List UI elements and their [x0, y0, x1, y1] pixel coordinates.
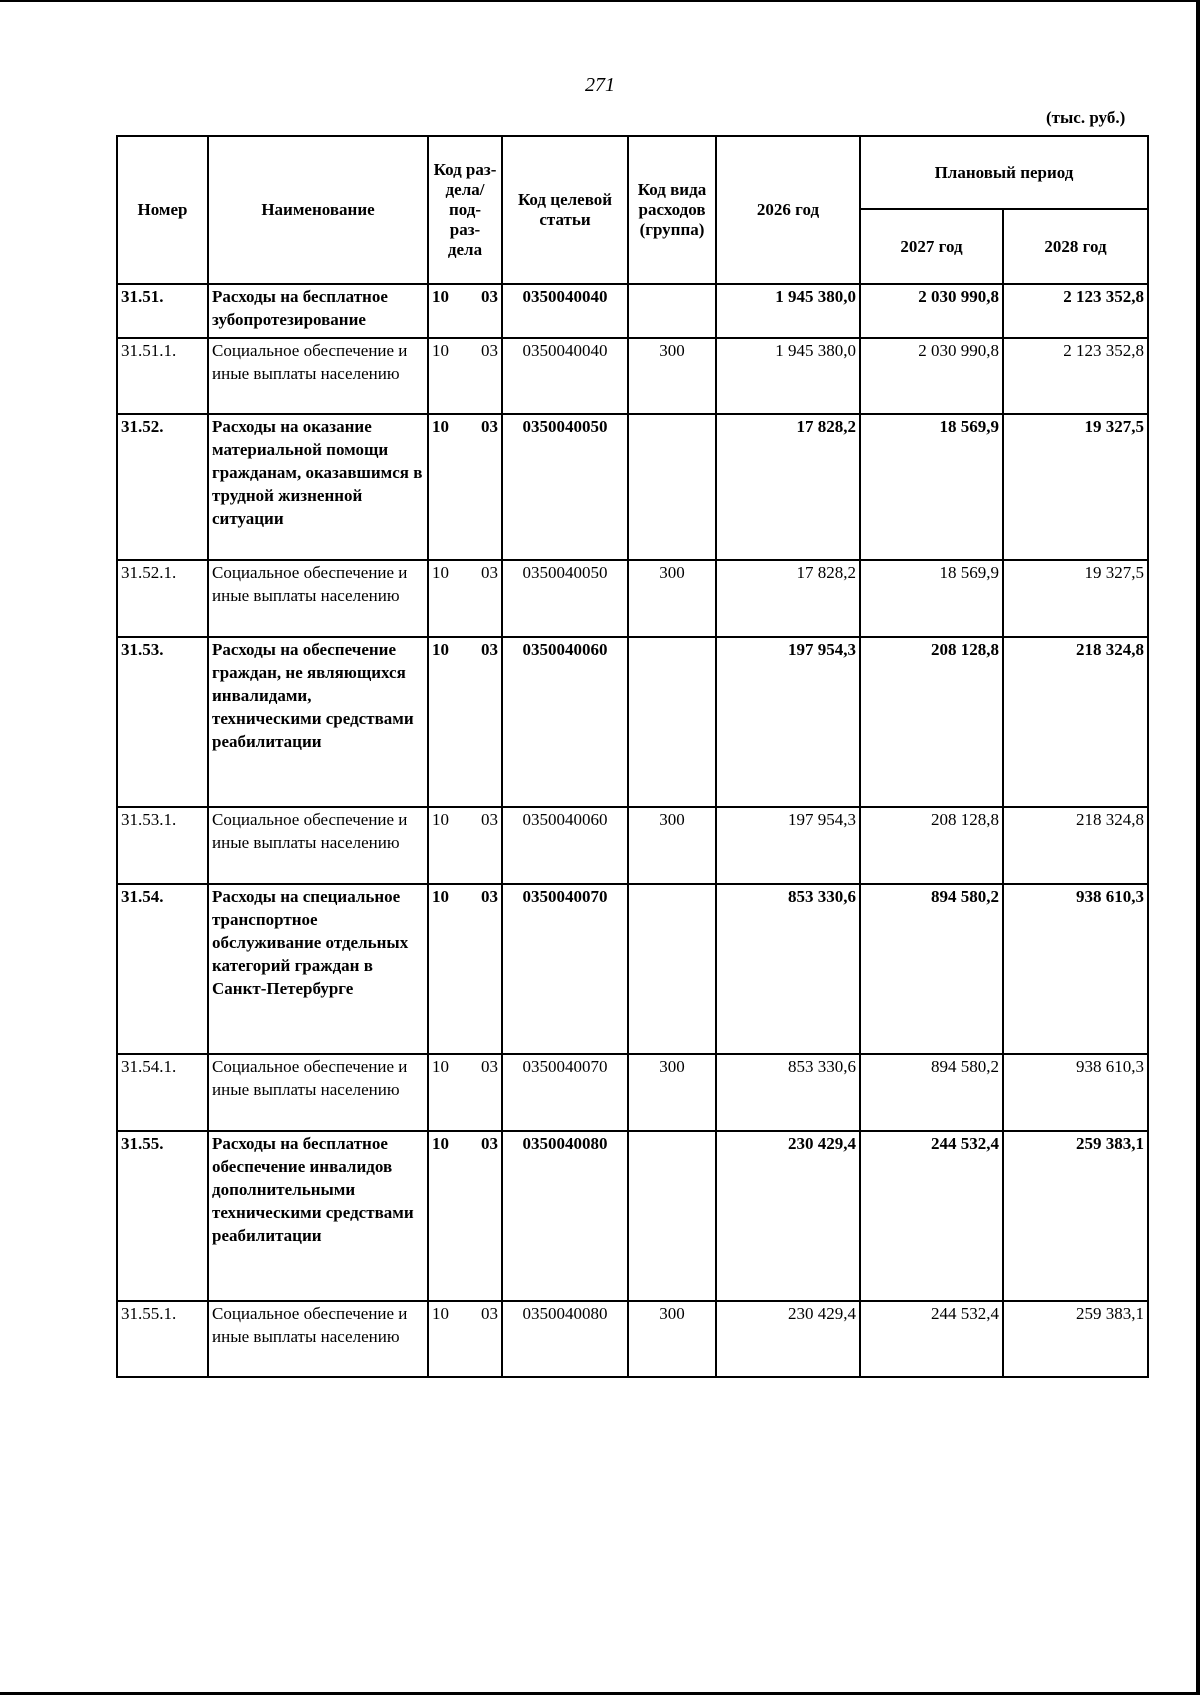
cell-subsection-part: 03 [481, 287, 498, 306]
header-expense-type-code: Код вида расходов (группа) [628, 136, 716, 284]
cell-2028: 259 383,1 [1003, 1131, 1148, 1301]
header-target-code: Код целевой статьи [502, 136, 628, 284]
cell-target-code: 0350040080 [502, 1301, 628, 1377]
cell-name: Социальное обеспечение и иные выплаты населению [208, 1054, 428, 1131]
table-row [117, 560, 1148, 637]
table-row [117, 637, 1148, 807]
cell-expense-group: 300 [628, 338, 716, 414]
cell-2026: 197 954,3 [716, 637, 860, 807]
cell-2028: 218 324,8 [1003, 637, 1148, 807]
cell-section-part: 10 [432, 287, 449, 306]
cell-target-code: 0350040040 [502, 284, 628, 338]
table-row [117, 884, 1148, 1054]
cell-2028: 19 327,5 [1003, 560, 1148, 637]
cell-section [428, 807, 502, 884]
cell-subsection-part: 03 [481, 810, 498, 829]
cell-section-part: 10 [432, 810, 449, 829]
cell-section-part: 10 [432, 417, 449, 436]
cell-section [428, 414, 502, 560]
cell-name: Расходы на бесплатное обеспечение инвалидов дополнительными техническими средствами реабилитации [208, 1131, 428, 1301]
cell-expense-group: 300 [628, 560, 716, 637]
cell-target-code: 0350040050 [502, 414, 628, 560]
cell-number: 31.51. [117, 284, 208, 338]
cell-number: 31.53.1. [117, 807, 208, 884]
cell-number: 31.54. [117, 884, 208, 1054]
cell-2027: 18 569,9 [860, 414, 1003, 560]
header-name: Наименование [208, 136, 428, 284]
cell-section [428, 338, 502, 414]
cell-2028: 2 123 352,8 [1003, 338, 1148, 414]
cell-2027: 894 580,2 [860, 1054, 1003, 1131]
header-2028: 2028 год [1003, 209, 1148, 284]
cell-expense-group [628, 284, 716, 338]
cell-2027: 244 532,4 [860, 1301, 1003, 1377]
table-row [117, 1131, 1148, 1301]
cell-name: Расходы на бесплатное зубопротезирование [208, 284, 428, 338]
cell-target-code: 0350040040 [502, 338, 628, 414]
cell-expense-group: 300 [628, 1054, 716, 1131]
cell-subsection-part: 03 [481, 1304, 498, 1323]
cell-target-code: 0350040050 [502, 560, 628, 637]
cell-number: 31.51.1. [117, 338, 208, 414]
cell-2027: 894 580,2 [860, 884, 1003, 1054]
page-frame-right [1196, 0, 1200, 1695]
table-row [117, 807, 1148, 884]
cell-number: 31.52.1. [117, 560, 208, 637]
cell-section [428, 284, 502, 338]
cell-expense-group: 300 [628, 1301, 716, 1377]
cell-number: 31.53. [117, 637, 208, 807]
header-2027: 2027 год [860, 209, 1003, 284]
cell-2028: 938 610,3 [1003, 1054, 1148, 1131]
cell-section [428, 1054, 502, 1131]
cell-name: Социальное обеспечение и иные выплаты населению [208, 807, 428, 884]
cell-2027: 208 128,8 [860, 637, 1003, 807]
cell-2027: 2 030 990,8 [860, 284, 1003, 338]
cell-expense-group [628, 414, 716, 560]
table-row [117, 414, 1148, 560]
cell-2026: 17 828,2 [716, 414, 860, 560]
cell-section [428, 884, 502, 1054]
cell-2028: 259 383,1 [1003, 1301, 1148, 1377]
cell-2026: 1 945 380,0 [716, 284, 860, 338]
page-number: 271 [585, 74, 615, 96]
header-section-code: Код раз- дела/ под- раз- дела [428, 136, 502, 284]
cell-2027: 2 030 990,8 [860, 338, 1003, 414]
table-body [117, 284, 1148, 1377]
cell-subsection-part: 03 [481, 563, 498, 582]
header-planned-period: Плановый период [860, 136, 1148, 209]
cell-2026: 853 330,6 [716, 884, 860, 1054]
table-row [117, 1054, 1148, 1131]
cell-2028: 218 324,8 [1003, 807, 1148, 884]
cell-2027: 18 569,9 [860, 560, 1003, 637]
cell-section [428, 637, 502, 807]
budget-table [116, 135, 1149, 1378]
cell-section-part: 10 [432, 1134, 449, 1153]
cell-expense-group: 300 [628, 807, 716, 884]
header-number: Номер [117, 136, 208, 284]
cell-expense-group [628, 884, 716, 1054]
cell-2026: 1 945 380,0 [716, 338, 860, 414]
cell-2028: 19 327,5 [1003, 414, 1148, 560]
cell-subsection-part: 03 [481, 341, 498, 360]
cell-name: Социальное обеспечение и иные выплаты населению [208, 1301, 428, 1377]
cell-2026: 853 330,6 [716, 1054, 860, 1131]
cell-target-code: 0350040080 [502, 1131, 628, 1301]
cell-2026: 230 429,4 [716, 1301, 860, 1377]
table-row [117, 284, 1148, 338]
cell-section-part: 10 [432, 1304, 449, 1323]
header-2026: 2026 год [716, 136, 860, 284]
cell-section-part: 10 [432, 341, 449, 360]
cell-name: Расходы на оказание материальной помощи гражданам, оказавшимся в трудной жизненной ситуации [208, 414, 428, 560]
cell-number: 31.54.1. [117, 1054, 208, 1131]
cell-target-code: 0350040060 [502, 807, 628, 884]
cell-section-part: 10 [432, 887, 449, 906]
cell-expense-group [628, 1131, 716, 1301]
cell-subsection-part: 03 [481, 417, 498, 436]
cell-2028: 938 610,3 [1003, 884, 1148, 1054]
cell-subsection-part: 03 [481, 1057, 498, 1076]
cell-subsection-part: 03 [481, 887, 498, 906]
cell-2026: 17 828,2 [716, 560, 860, 637]
cell-2028: 2 123 352,8 [1003, 284, 1148, 338]
cell-section [428, 1301, 502, 1377]
cell-name: Социальное обеспечение и иные выплаты населению [208, 338, 428, 414]
cell-2026: 230 429,4 [716, 1131, 860, 1301]
cell-expense-group [628, 637, 716, 807]
cell-number: 31.55.1. [117, 1301, 208, 1377]
cell-number: 31.55. [117, 1131, 208, 1301]
cell-subsection-part: 03 [481, 1134, 498, 1153]
cell-2026: 197 954,3 [716, 807, 860, 884]
cell-section [428, 1131, 502, 1301]
table-row [117, 338, 1148, 414]
cell-name: Расходы на обеспечение граждан, не являющихся инвалидами, техническими средствами реабилитации [208, 637, 428, 807]
cell-number: 31.52. [117, 414, 208, 560]
cell-target-code: 0350040070 [502, 884, 628, 1054]
cell-2027: 208 128,8 [860, 807, 1003, 884]
table-row [117, 1301, 1148, 1377]
cell-subsection-part: 03 [481, 640, 498, 659]
cell-target-code: 0350040070 [502, 1054, 628, 1131]
cell-target-code: 0350040060 [502, 637, 628, 807]
cell-section-part: 10 [432, 563, 449, 582]
cell-section-part: 10 [432, 640, 449, 659]
cell-section-part: 10 [432, 1057, 449, 1076]
cell-section [428, 560, 502, 637]
cell-name: Расходы на специальное транспортное обслуживание отдельных категорий граждан в Санкт-Петербурге [208, 884, 428, 1054]
cell-name: Социальное обеспечение и иные выплаты населению [208, 560, 428, 637]
page-frame-top [0, 0, 1200, 2]
cell-2027: 244 532,4 [860, 1131, 1003, 1301]
units-label: (тыс. руб.) [1046, 108, 1126, 127]
